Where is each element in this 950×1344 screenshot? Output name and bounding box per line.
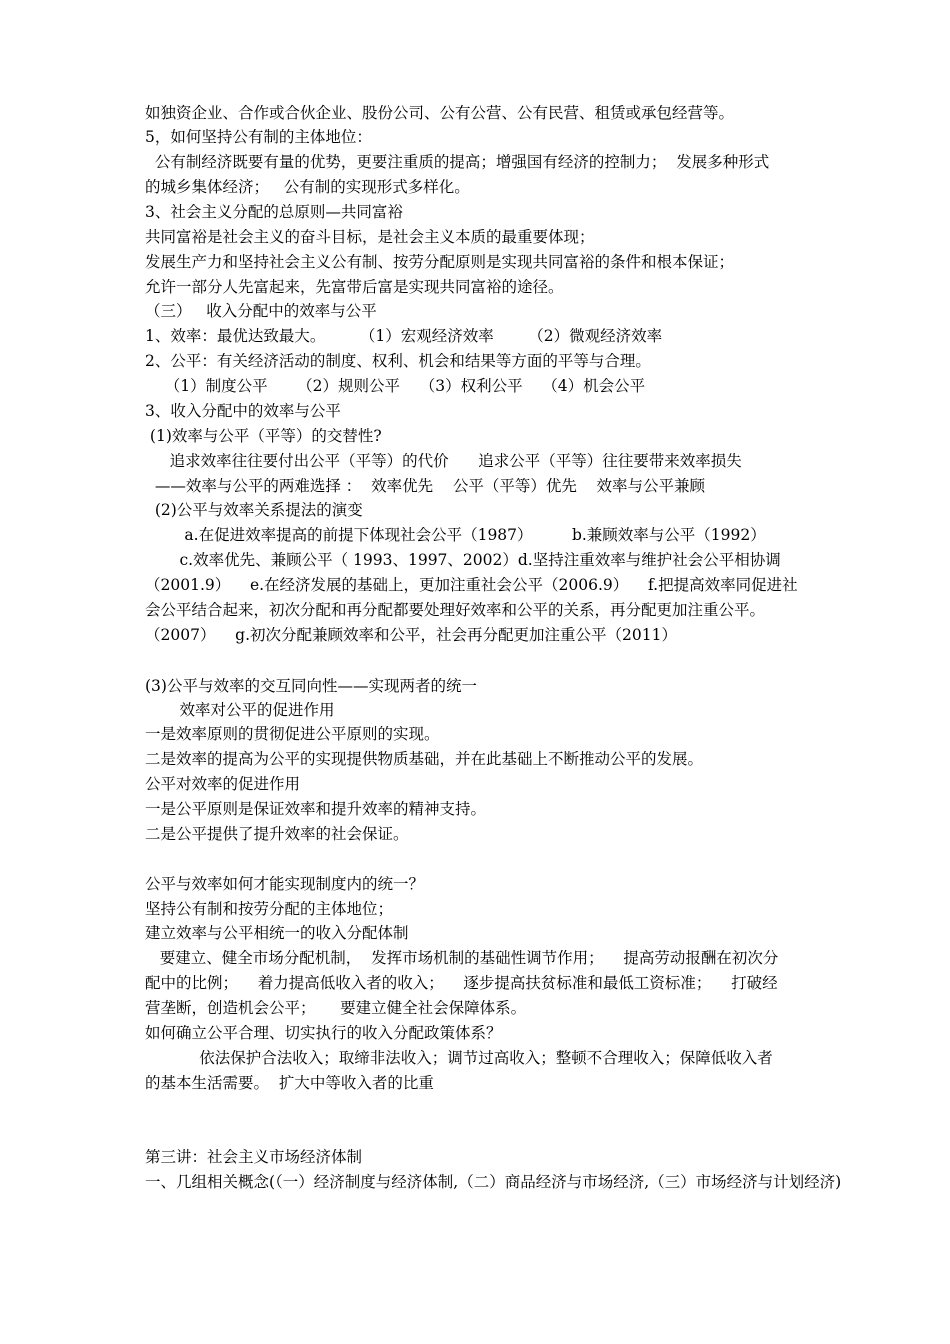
text-line: (3)公平与效率的交互同向性——实现两者的统一 <box>145 677 477 695</box>
text-line: 1、效率：最优达致最大。 （1）宏观经济效率 （2）微观经济效率 <box>145 327 663 345</box>
text-line: 二是公平提供了提升效率的社会保证。 <box>145 825 409 843</box>
text-line: 营垄断，创造机会公平； 要建立健全社会保障体系。 <box>145 999 527 1017</box>
text-line: c.效率优先、兼顾公平（ 1993、1997、2002）d.坚持注重效率与维护社会公平相协调 <box>145 551 781 569</box>
text-line: 公平对效率的促进作用 <box>145 775 301 793</box>
text-line: 二是效率的提高为公平的实现提供物质基础，并在此基础上不断推动公平的发展。 <box>145 750 704 768</box>
text-line: ——效率与公平的两难选择 ： 效率优先 公平（平等）优先 效率与公平兼顾 <box>145 477 706 495</box>
text-line: 2、公平：有关经济活动的制度、权利、机会和结果等方面的平等与合理。 <box>145 352 651 370</box>
text-line: 公平与效率如何才能实现制度内的统一？ <box>145 875 425 893</box>
text-line: (1)效率与公平（平等）的交替性? <box>145 427 382 445</box>
text-line: 要建立、健全市场分配机制， 发挥市场机制的基础性调节作用； 提高劳动报酬在初次分 <box>145 949 779 967</box>
text-line: 共同富裕是社会主义的奋斗目标，是社会主义本质的最重要体现； <box>145 228 595 246</box>
text-line: 3、社会主义分配的总原则—共同富裕 <box>145 203 403 221</box>
text-line: 3、收入分配中的效率与公平 <box>145 402 341 420</box>
text-line: 如独资企业、合作或合伙企业、股份公司、公有公营、公有民营、租赁或承包经营等。 <box>145 104 735 122</box>
lecture-heading: 第三讲：社会主义市场经济体制 <box>145 1148 363 1166</box>
text-line: 允许一部分人先富起来，先富带后富是实现共同富裕的途径。 <box>145 278 564 296</box>
text-line: （2007） g.初次分配兼顾效率和公平，社会再分配更加注重公平（2011） <box>145 626 677 644</box>
text-line: 发展生产力和坚持社会主义公有制、按劳分配原则是实现共同富裕的条件和根本保证； <box>145 253 735 271</box>
text-line: 一、几组相关概念(（一）经济制度与经济体制,（二）商品经济与市场经济,（三）市场经济与计划经济) <box>145 1173 842 1191</box>
text-line: 一是公平原则是保证效率和提升效率的精神支持。 <box>145 800 487 818</box>
text-line: 追求效率往往要付出公平（平等）的代价 追求公平（平等）往往要带来效率损失 <box>145 452 742 470</box>
text-line: a.在促进效率提高的前提下体现社会公平（1987） b.兼顾效率与公平（1992） <box>145 526 766 544</box>
text-line: 配中的比例； 着力提高低收入者的收入； 逐步提高扶贫标准和最低工资标准； 打破经 <box>145 974 778 992</box>
text-line: （1）制度公平 （2）规则公平 （3）权利公平 （4）机会公平 <box>145 377 646 395</box>
text-line: 5，如何坚持公有制的主体地位： <box>145 128 372 146</box>
text-line: 的基本生活需要。 扩大中等收入者的比重 <box>145 1074 434 1092</box>
text-line: 如何确立公平合理、切实执行的收入分配政策体系？ <box>145 1024 502 1042</box>
text-line: 效率对公平的促进作用 <box>145 701 335 719</box>
text-line: (2)公平与效率关系提法的演变 <box>145 501 363 519</box>
text-line: 公有制经济既要有量的优势，更要注重质的提高；增强国有经济的控制力； 发展多种形式 <box>145 153 770 171</box>
text-line: 一是效率原则的贯彻促进公平原则的实现。 <box>145 725 440 743</box>
text-line: 的城乡集体经济； 公有制的实现形式多样化。 <box>145 178 470 196</box>
text-line: （2001.9） e.在经济发展的基础上，更加注重社会公平（2006.9） f.把提高效率同促进社 <box>145 576 798 594</box>
text-line: 坚持公有制和按劳分配的主体地位； <box>145 900 394 918</box>
text-line: 建立效率与公平相统一的收入分配体制 <box>145 924 409 942</box>
section-heading: （三） 收入分配中的效率与公平 <box>145 302 377 320</box>
text-line: 依法保护合法收入；取缔非法收入；调节过高收入；整顿不合理收入；保障低收入者 <box>145 1049 773 1067</box>
text-line: 会公平结合起来，初次分配和再分配都要处理好效率和公平的关系，再分配更加注重公平。 <box>145 601 766 619</box>
